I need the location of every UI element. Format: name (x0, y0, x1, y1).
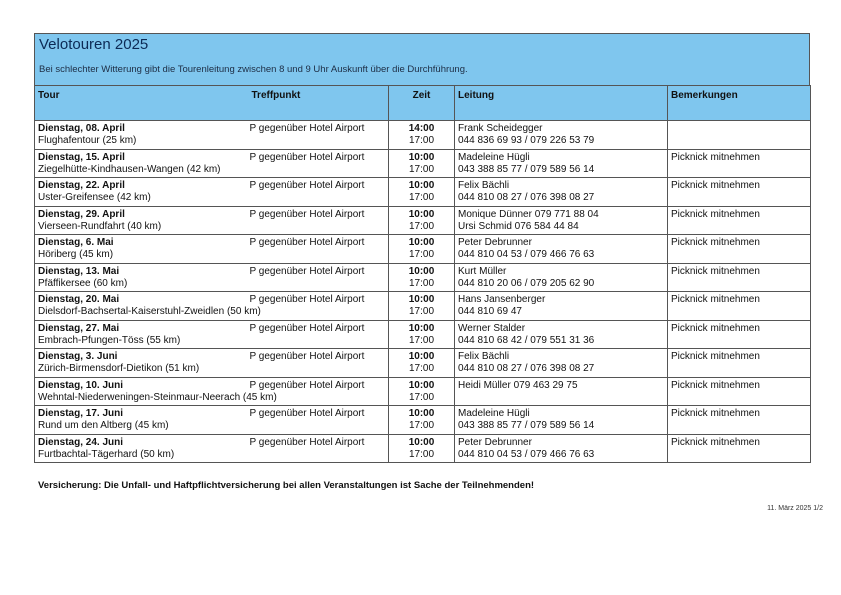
column-header-time: Zeit (389, 86, 455, 121)
tour-route: Höriberg (45 km) (38, 249, 114, 260)
lead-line-1: Heidi Müller 079 463 29 75 (458, 379, 578, 391)
start-time: 10:00 (408, 351, 435, 362)
meeting-point: P gegenüber Hotel Airport (249, 351, 365, 362)
meeting-point: P gegenüber Hotel Airport (249, 151, 365, 163)
lead-line-1: Madeleine Hügli (458, 408, 530, 419)
lead-line-2: 044 810 69 47 (458, 306, 522, 317)
end-time: 17:00 (408, 277, 435, 289)
lead-line-2: 044 836 69 93 / 079 226 53 79 (458, 135, 595, 146)
start-time: 10:00 (408, 379, 435, 391)
tour-date: Dienstag, 27. Mai (38, 322, 120, 334)
lead-line-2: 044 810 04 53 / 079 466 76 63 (458, 249, 595, 260)
table-row (35, 263, 811, 292)
table-row (35, 406, 811, 435)
tour-date: Dienstag, 24. Juni (38, 436, 124, 448)
remarks-cell (668, 206, 811, 235)
lead-line-2: 044 810 20 06 / 079 205 62 90 (458, 277, 595, 289)
start-time: 10:00 (408, 265, 435, 277)
lead-line-1: Madeleine Hügli (458, 151, 530, 163)
tour-date: Dienstag, 17. Juni (38, 408, 124, 419)
remark-text: Picknick mitnehmen (671, 351, 760, 362)
meeting-cell (249, 178, 389, 207)
tour-route: Flughafentour (25 km) (38, 135, 137, 146)
meeting-point: P gegenüber Hotel Airport (249, 408, 365, 419)
start-time: 14:00 (408, 123, 435, 134)
time-cell (389, 121, 455, 150)
tour-cell (35, 377, 277, 406)
meeting-cell (249, 206, 389, 235)
meeting-point: P gegenüber Hotel Airport (249, 322, 365, 334)
tour-cell (35, 320, 249, 349)
end-time: 17:00 (408, 334, 435, 346)
lead-line-2: 044 810 08 27 / 076 398 08 27 (458, 192, 595, 203)
tour-cell (35, 406, 249, 435)
remark-text: Picknick mitnehmen (671, 180, 760, 191)
meeting-cell (249, 434, 389, 463)
tour-table (34, 85, 811, 463)
start-time: 10:00 (408, 436, 435, 448)
lead-line-1: Monique Dünner 079 771 88 04 (458, 208, 599, 220)
column-header-lead: Leitung (455, 86, 668, 121)
meeting-cell (249, 320, 389, 349)
remarks-cell (668, 406, 811, 435)
meeting-point: P gegenüber Hotel Airport (249, 180, 365, 191)
table-row (35, 206, 811, 235)
meeting-point: P gegenüber Hotel Airport (249, 436, 365, 448)
meeting-cell (249, 149, 389, 178)
tour-date: Dienstag, 22. April (38, 180, 125, 191)
time-cell (389, 349, 455, 378)
meeting-point: P gegenüber Hotel Airport (249, 208, 365, 220)
end-time: 17:00 (408, 391, 435, 403)
lead-line-2: 043 388 85 77 / 079 589 56 14 (458, 420, 595, 431)
end-time: 17:00 (408, 192, 435, 203)
lead-cell (455, 349, 668, 378)
table-row (35, 235, 811, 264)
remarks-cell (668, 434, 811, 463)
tour-route: Wehntal-Niederweningen-Steinmaur-Neerach (45 km) (38, 391, 277, 403)
end-time: 17:00 (408, 249, 435, 260)
tour-route: Pfäffikersee (60 km) (38, 277, 128, 289)
start-time: 10:00 (408, 408, 435, 419)
tour-schedule-sheet (34, 33, 810, 463)
tour-date: Dienstag, 29. April (38, 208, 125, 220)
lead-line-2: 044 810 08 27 / 076 398 08 27 (458, 363, 595, 374)
meeting-cell (249, 406, 389, 435)
remarks-cell (668, 121, 811, 150)
insurance-note: Versicherung: Die Unfall- und Haftpflichtversicherung bei allen Veranstaltungen ist Sache der Teilnehmenden! (38, 480, 535, 491)
remark-text: Picknick mitnehmen (671, 208, 760, 220)
table-row (35, 178, 811, 207)
lead-cell (455, 178, 668, 207)
tour-table-body (35, 121, 811, 463)
page-title: Velotouren 2025 (39, 36, 149, 53)
end-time: 17:00 (408, 306, 435, 317)
table-row (35, 121, 811, 150)
tour-route: Vierseen-Rundfahrt (40 km) (38, 220, 162, 232)
lead-cell (455, 434, 668, 463)
start-time: 10:00 (408, 180, 435, 191)
remark-text: Picknick mitnehmen (671, 436, 760, 448)
remarks-cell (668, 235, 811, 264)
table-row (35, 377, 811, 406)
lead-line-2: Ursi Schmid 076 584 44 84 (458, 220, 579, 232)
lead-line-2: 043 388 85 77 / 079 589 56 14 (458, 163, 595, 175)
weather-note: Bei schlechter Witterung gibt die Tourenleitung zwischen 8 und 9 Uhr Auskunft über die Durchführung. (39, 64, 468, 75)
lead-cell (455, 320, 668, 349)
time-cell (389, 206, 455, 235)
end-time: 17:00 (408, 163, 435, 175)
remarks-cell (668, 263, 811, 292)
remarks-cell (668, 349, 811, 378)
meeting-point: P gegenüber Hotel Airport (249, 237, 365, 248)
remarks-cell (668, 292, 811, 321)
remark-text: Picknick mitnehmen (671, 237, 760, 248)
column-header-remarks: Bemerkungen (668, 86, 811, 121)
meeting-cell (249, 121, 389, 150)
tour-cell (35, 263, 249, 292)
remarks-cell (668, 149, 811, 178)
tour-route: Zürich-Birmensdorf-Dietikon (51 km) (38, 363, 200, 374)
lead-cell (455, 377, 668, 406)
meeting-cell (249, 263, 389, 292)
time-cell (389, 149, 455, 178)
start-time: 10:00 (408, 237, 435, 248)
tour-cell (35, 434, 249, 463)
tour-route: Embrach-Pfungen-Töss (55 km) (38, 334, 181, 346)
end-time: 17:00 (408, 363, 435, 374)
schedule-header (34, 33, 810, 85)
end-time: 17:00 (408, 135, 435, 146)
remark-text: Picknick mitnehmen (671, 379, 760, 391)
lead-cell (455, 149, 668, 178)
tour-route: Furtbachtal-Tägerhard (50 km) (38, 448, 175, 460)
remarks-cell (668, 178, 811, 207)
lead-cell (455, 263, 668, 292)
lead-line-1: Werner Stalder (458, 322, 526, 334)
end-time: 17:00 (408, 448, 435, 460)
tour-date: Dienstag, 08. April (38, 123, 125, 134)
table-row (35, 434, 811, 463)
tour-cell (35, 121, 249, 150)
remark-text: Picknick mitnehmen (671, 294, 760, 305)
tour-cell (35, 235, 249, 264)
table-row (35, 149, 811, 178)
end-time: 17:00 (408, 220, 435, 232)
lead-cell (455, 406, 668, 435)
time-cell (389, 292, 455, 321)
tour-route: Ziegelhütte-Kindhausen-Wangen (42 km) (38, 163, 221, 175)
tour-route: Dielsdorf-Bachsertal-Kaiserstuhl-Zweidlen (50 km) (38, 306, 261, 317)
tour-cell (35, 178, 249, 207)
table-row (35, 320, 811, 349)
time-cell (389, 377, 455, 406)
remark-text: Picknick mitnehmen (671, 322, 760, 334)
start-time: 10:00 (408, 208, 435, 220)
end-time: 17:00 (408, 420, 435, 431)
tour-date: Dienstag, 6. Mai (38, 237, 114, 248)
tour-date: Dienstag, 3. Juni (38, 351, 118, 362)
tour-cell (35, 206, 249, 235)
meeting-point: P gegenüber Hotel Airport (249, 265, 365, 277)
time-cell (389, 320, 455, 349)
lead-line-2: 044 810 04 53 / 079 466 76 63 (458, 448, 595, 460)
remark-text: Picknick mitnehmen (671, 408, 760, 419)
lead-line-1: Peter Debrunner (458, 436, 532, 448)
time-cell (389, 434, 455, 463)
lead-cell (455, 235, 668, 264)
meeting-point: P gegenüber Hotel Airport (249, 123, 365, 134)
tour-route: Rund um den Altberg (45 km) (38, 420, 169, 431)
start-time: 10:00 (408, 322, 435, 334)
time-cell (389, 263, 455, 292)
tour-date: Dienstag, 10. Juni (38, 379, 124, 391)
remarks-cell (668, 320, 811, 349)
tour-cell (35, 349, 249, 378)
table-row (35, 292, 811, 321)
lead-line-2: 044 810 68 42 / 079 551 31 36 (458, 334, 595, 346)
lead-line-1: Peter Debrunner (458, 237, 532, 248)
start-time: 10:00 (408, 151, 435, 163)
lead-cell (455, 292, 668, 321)
table-row (35, 349, 811, 378)
time-cell (389, 178, 455, 207)
meeting-cell (249, 349, 389, 378)
lead-line-1: Kurt Müller (458, 265, 507, 277)
lead-cell (455, 121, 668, 150)
lead-line-1: Felix Bächli (458, 351, 510, 362)
time-cell (389, 235, 455, 264)
time-cell (389, 406, 455, 435)
lead-cell (455, 206, 668, 235)
start-time: 10:00 (408, 294, 435, 305)
tour-route: Uster-Greifensee (42 km) (38, 192, 151, 203)
meeting-point: P gegenüber Hotel Airport (249, 379, 365, 391)
remark-text: Picknick mitnehmen (671, 265, 760, 277)
remarks-cell (668, 377, 811, 406)
lead-line-1: Felix Bächli (458, 180, 510, 191)
tour-date: Dienstag, 20. Mai (38, 294, 120, 305)
page-info: 11. März 2025 1/2 (767, 505, 823, 512)
table-header-row (35, 86, 811, 121)
meeting-point: P gegenüber Hotel Airport (249, 294, 365, 305)
tour-date: Dienstag, 13. Mai (38, 265, 120, 277)
lead-line-1: Hans Jansenberger (458, 294, 546, 305)
meeting-cell (249, 235, 389, 264)
tour-cell (35, 149, 249, 178)
remark-text: Picknick mitnehmen (671, 151, 760, 163)
lead-line-1: Frank Scheidegger (458, 123, 543, 134)
tour-cell (35, 292, 261, 321)
column-header-meeting: Treffpunkt (249, 86, 389, 121)
tour-date: Dienstag, 15. April (38, 151, 125, 163)
column-header-tour: Tour (35, 86, 249, 121)
meeting-cell (249, 292, 389, 321)
